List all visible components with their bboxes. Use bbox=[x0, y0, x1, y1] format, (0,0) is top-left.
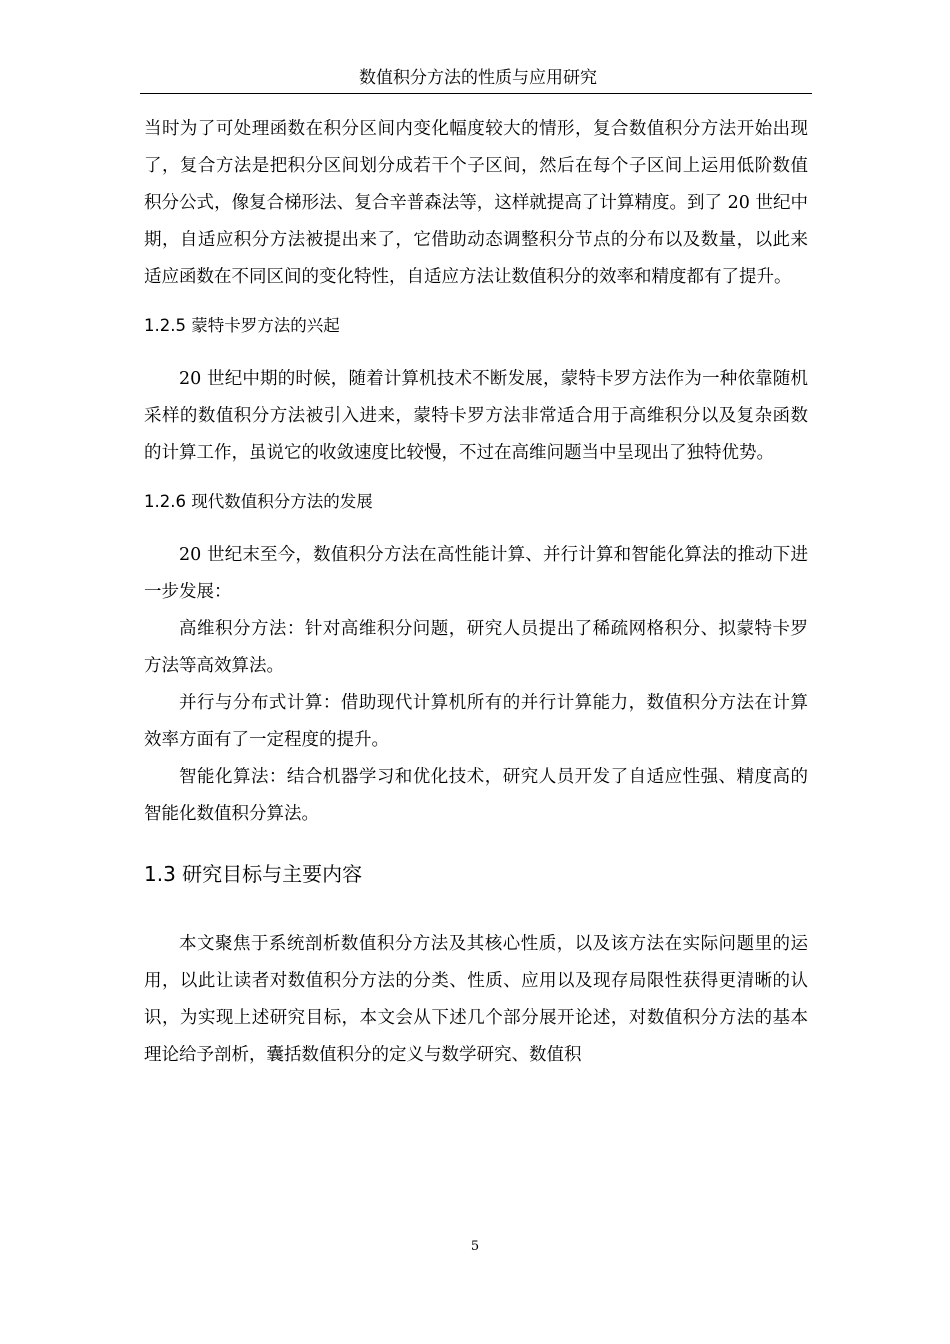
page-number: 5 bbox=[470, 1239, 480, 1254]
paragraph-monte-carlo: 20 世纪中期的时候，随着计算机技术不断发展，蒙特卡罗方法作为一种依靠随机采样的数值积分方法被引入进来，蒙特卡罗方法非常适合用于高维积分以及复杂函数的计算工作，虽说它的收敛速度比较慢，不过在高维问题当中呈现出了独特优势。 bbox=[144, 369, 808, 463]
paragraph-intelligent: 智能化算法：结合机器学习和优化技术，研究人员开发了自适应性强、精度高的智能化数值积分算法。 bbox=[144, 767, 808, 824]
paragraph-research-goals: 本文聚焦于系统剖析数值积分方法及其核心性质，以及该方法在实际问题里的运用，以此让读者对数值积分方法的分类、性质、应用以及现存局限性获得更清晰的认识，为实现上述研究目标，本文会从下述几个部分展开论述，对数值积分方法的基本理论给予剖析，囊括数值积分的定义与数学研究、数值积 bbox=[144, 934, 808, 1065]
intro-paragraph: 当时为了可处理函数在积分区间内变化幅度较大的情形，复合数值积分方法开始出现了，复合方法是把积分区间划分成若干个子区间，然后在每个子区间上运用低阶数值积分公式，像复合梯形法、复合辛普森法等，这样就提高了计算精度。到了 20 世纪中期，自适应积分方法被提出来了，它借助动态调整积分节点的分布以及数量，以此来适应函数在不同区间的变化特性，自适应方法让数值积分的效率和精度都有了提升。 bbox=[144, 119, 808, 287]
header-rule bbox=[140, 93, 812, 94]
paragraph-high-dim: 高维积分方法：针对高维积分问题，研究人员提出了稀疏网格积分、拟蒙特卡罗方法等高效算法。 bbox=[144, 619, 808, 676]
paragraph-modern-intro: 20 世纪末至今，数值积分方法在高性能计算、并行计算和智能化算法的推动下进一步发展： bbox=[144, 545, 808, 602]
heading-1-2-6: 1.2.6 现代数值积分方法的发展 bbox=[144, 492, 373, 511]
paragraph-parallel: 并行与分布式计算：借助现代计算机所有的并行计算能力，数值积分方法在计算效率方面有了一定程度的提升。 bbox=[144, 693, 808, 750]
running-header: 数值积分方法的性质与应用研究 bbox=[359, 68, 597, 88]
heading-1-2-5: 1.2.5 蒙特卡罗方法的兴起 bbox=[144, 316, 340, 335]
heading-1-3: 1.3 研究目标与主要内容 bbox=[144, 862, 363, 886]
page-body bbox=[144, 111, 808, 1074]
